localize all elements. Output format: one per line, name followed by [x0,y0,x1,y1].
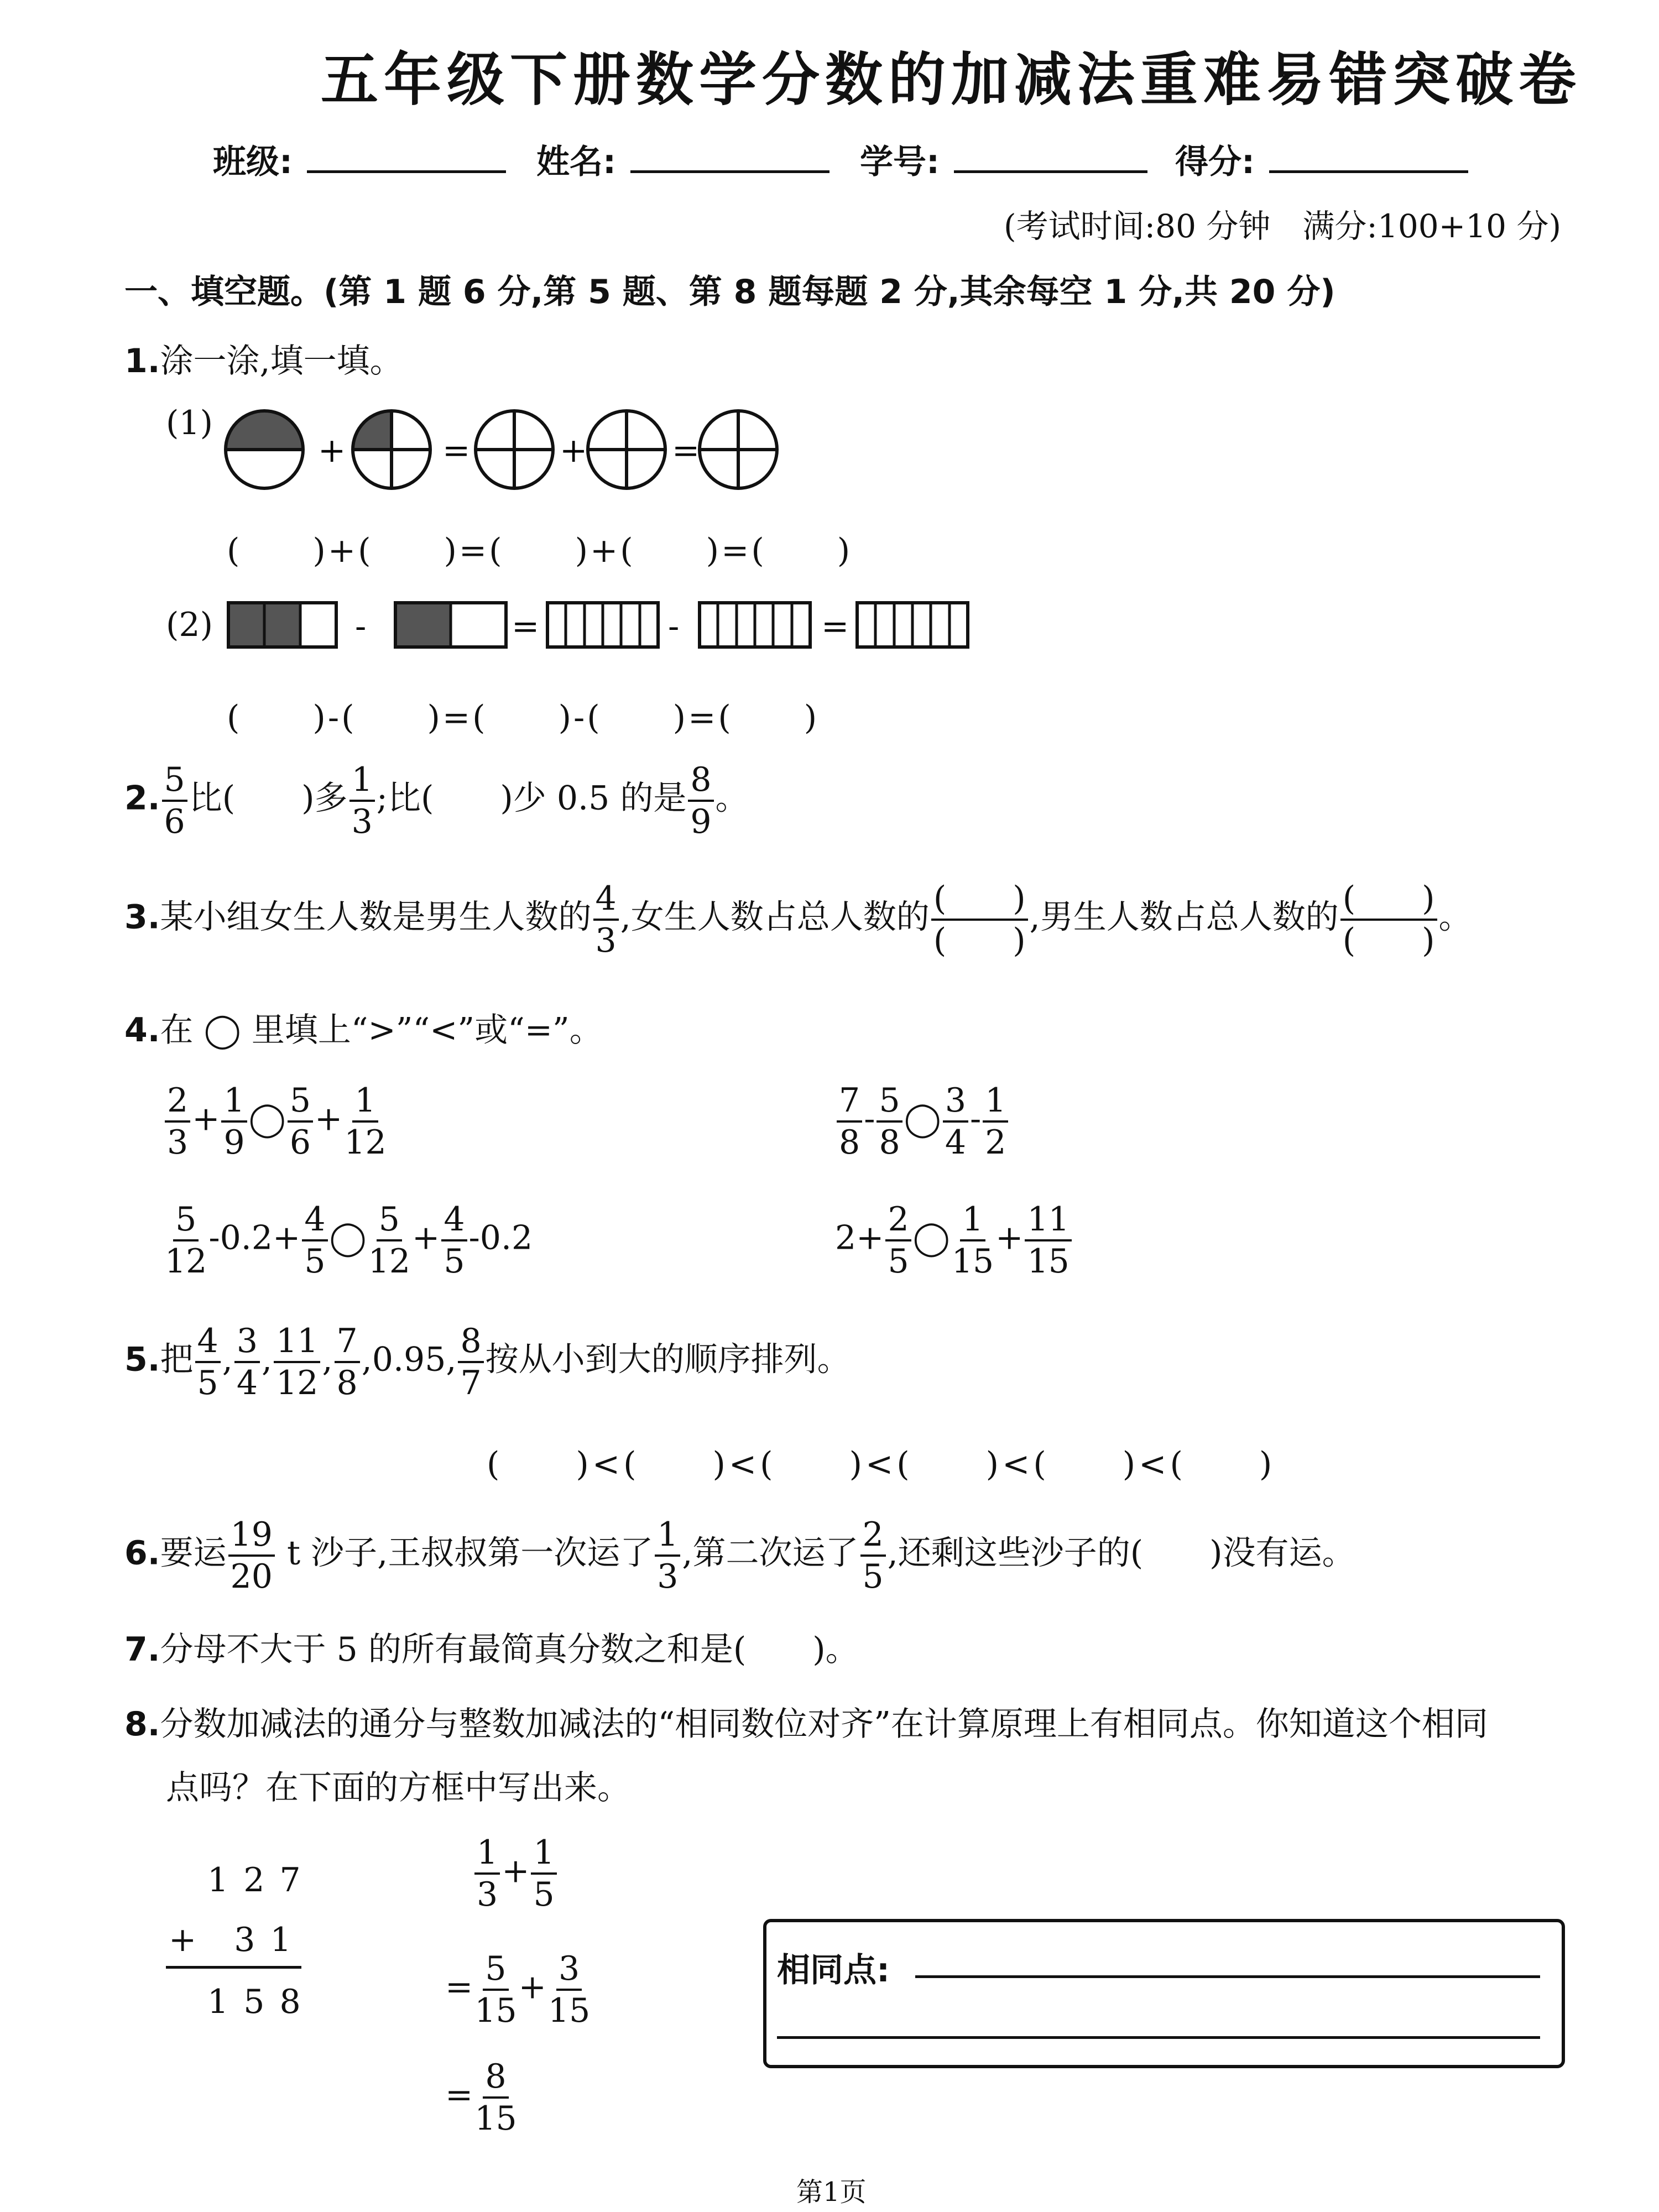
score-field[interactable] [1269,170,1468,173]
score-label: 得分: [1175,143,1255,181]
answer-box [763,1919,1565,2068]
compare-circle[interactable]: ◯ [248,1099,286,1139]
svg-text:=: = [512,607,540,646]
section-text: 一、填空题。(第 1 题 6 分,第 5 题、第 8 题每题 2 分,其余每空 1 分,共 20 分) [124,273,1335,311]
svg-text:=: = [442,431,471,470]
question-text: ,女生人数占总人数的 [620,898,930,937]
fraction-blank[interactable]: $\frac{( )}{( )}$ [931,882,1028,957]
blank-text[interactable]: 比( )多 [189,779,348,818]
fraction-step-3: = $\frac{8}{15}$ [445,2057,517,2138]
fraction-step-2: = $\frac{5}{15}$ + $\frac{3}{15}$ [445,1949,591,2030]
fraction: $\frac{5}{6}$ [162,763,187,838]
answer-line-2[interactable] [777,2036,1540,2039]
question-text[interactable]: 分母不大于 5 的所有最简真分数之和是( )。 [160,1630,859,1669]
question-8-line2: 点吗？在下面的方框中写出来。 [166,1768,630,1807]
circle-blank [476,411,553,488]
answer-blanks-subtraction[interactable]: ( )-( )=( )-( )=( ) [227,698,820,737]
answer-line-1[interactable] [915,1975,1540,1978]
addition-top: 1 2 7 [207,1861,303,1900]
compare-circle[interactable]: ◯ [329,1218,367,1258]
bar-halves [395,603,506,647]
svg-text:=: = [821,607,849,646]
question-number: 2. [124,779,160,818]
question-number: 3. [124,898,160,937]
class-field[interactable] [307,170,506,173]
compare-1: $\frac{2}{3}$ + $\frac{1}{9}$ ◯ $\frac{5}{6}$ + $\frac{1}{12}$ [163,1084,388,1159]
exam-info: (考试时间:80 分钟 满分:100+10 分) [1004,207,1562,245]
fraction: $\frac{4}{3}$ [593,882,619,957]
question-3 [124,879,1472,960]
question-1 [124,335,403,382]
compare-circle[interactable]: ◯ [912,1218,950,1258]
blank-text[interactable]: ;比( )少 0.5 的是 [376,779,687,818]
compare-4: 2+ $\frac{2}{5}$ ◯ $\frac{1}{15}$ + $\frac{11}{15}$ [835,1203,1073,1278]
section-heading [124,265,1335,313]
name-label: 姓名: [536,143,616,181]
compare-circle[interactable]: ◯ [904,1099,941,1139]
box-label: 相同点: [777,1951,890,1990]
bar-sixths [857,603,968,647]
punctuation: 。 [1438,898,1472,937]
svg-text:=: = [672,431,700,470]
svg-text:+: + [560,431,588,470]
bar-diagram [227,600,979,655]
fraction-blank[interactable]: $\frac{( )}{( )}$ [1340,882,1437,957]
svg-text:-: - [355,607,367,646]
blank-text[interactable]: ,还剩这些沙子的( )没有运。 [887,1533,1355,1573]
circle-quarter-shaded [353,411,430,488]
student-id-label: 学号: [860,143,940,181]
question-5: 5.把 $\frac{4}{5}$ , $\frac{3}{4}$ , $\frac{11}{12}$ , $\frac{7}{8}$ ,0.95, $\frac{8}{7}$ 按从小到大的顺序排列。 [124,1322,851,1402]
circle-half-shaded [226,411,303,488]
circle-diagram [221,406,791,495]
question-4 [124,1004,603,1051]
fraction-step-1: $\frac{1}{3}$ + $\frac{1}{5}$ [473,1836,559,1911]
svg-text:+: + [318,431,346,470]
addition-line [166,1966,301,1969]
question-number: 5. [124,1340,160,1379]
compare-2: $\frac{7}{8}$ - $\frac{5}{8}$ ◯ $\frac{3}{4}$ - $\frac{1}{2}$ [835,1084,1010,1159]
question-7 [124,1623,859,1671]
question-number: 7. [124,1630,160,1669]
bar-sixths [700,603,810,647]
addition-mid: + 3 1 [169,1921,294,1959]
question-text: ,男生人数占总人数的 [1029,898,1339,937]
question-text: 涂一涂,填一填。 [160,342,403,380]
circle-blank [588,411,665,488]
question-8 [124,1698,1488,1745]
question-number: 6. [124,1533,160,1573]
student-id-field[interactable] [954,170,1147,173]
question-text: 在 ◯ 里填上“>”“<”或“=”。 [160,1011,603,1050]
question-number: 1. [124,342,160,380]
compare-3: $\frac{5}{12}$ -0.2+ $\frac{4}{5}$ ◯ $\frac{5}{12}$ + $\frac{4}{5}$ -0.2 [165,1200,533,1281]
addition-result: 1 5 8 [207,1983,303,2021]
fraction: $\frac{1}{3}$ [349,763,375,838]
answer-blanks-addition[interactable]: ( )+( )=( )+( )=( ) [227,531,853,570]
ordering-blanks[interactable]: ( )<( )<( )<( )<( )<( ) [487,1445,1276,1484]
question-text: 某小组女生人数是男生人数的 [160,898,592,937]
question-number: 4. [124,1011,160,1050]
bar-sixths [547,603,658,647]
question-number: 8. [124,1705,160,1744]
circle-blank [700,411,777,488]
bar-thirds [228,603,336,647]
punctuation: 。 [715,779,749,818]
fraction: $\frac{8}{9}$ [688,763,713,838]
svg-text:-: - [668,607,680,646]
part-2-label: (2) [166,606,213,644]
question-6: 6.要运 $\frac{19}{20}$ t 沙子,王叔叔第一次运了 $\frac{1}{3}$ ,第二次运了 $\frac{2}{5}$ ,还剩这些沙子的( )没有运。 [124,1515,1355,1596]
part-1-label: (1) [166,404,213,442]
page-number: 第1页 [796,2177,867,2208]
name-field[interactable] [630,170,830,173]
question-2 [124,760,749,841]
class-label: 班级: [213,143,293,181]
question-text: 分数加减法的通分与整数加减法的“相同数位对齐”在计算原理上有相同点。你知道这个相同 [160,1705,1488,1744]
page-title: 五年级下册数学分数的加减法重难易错突破卷 [321,46,1582,113]
